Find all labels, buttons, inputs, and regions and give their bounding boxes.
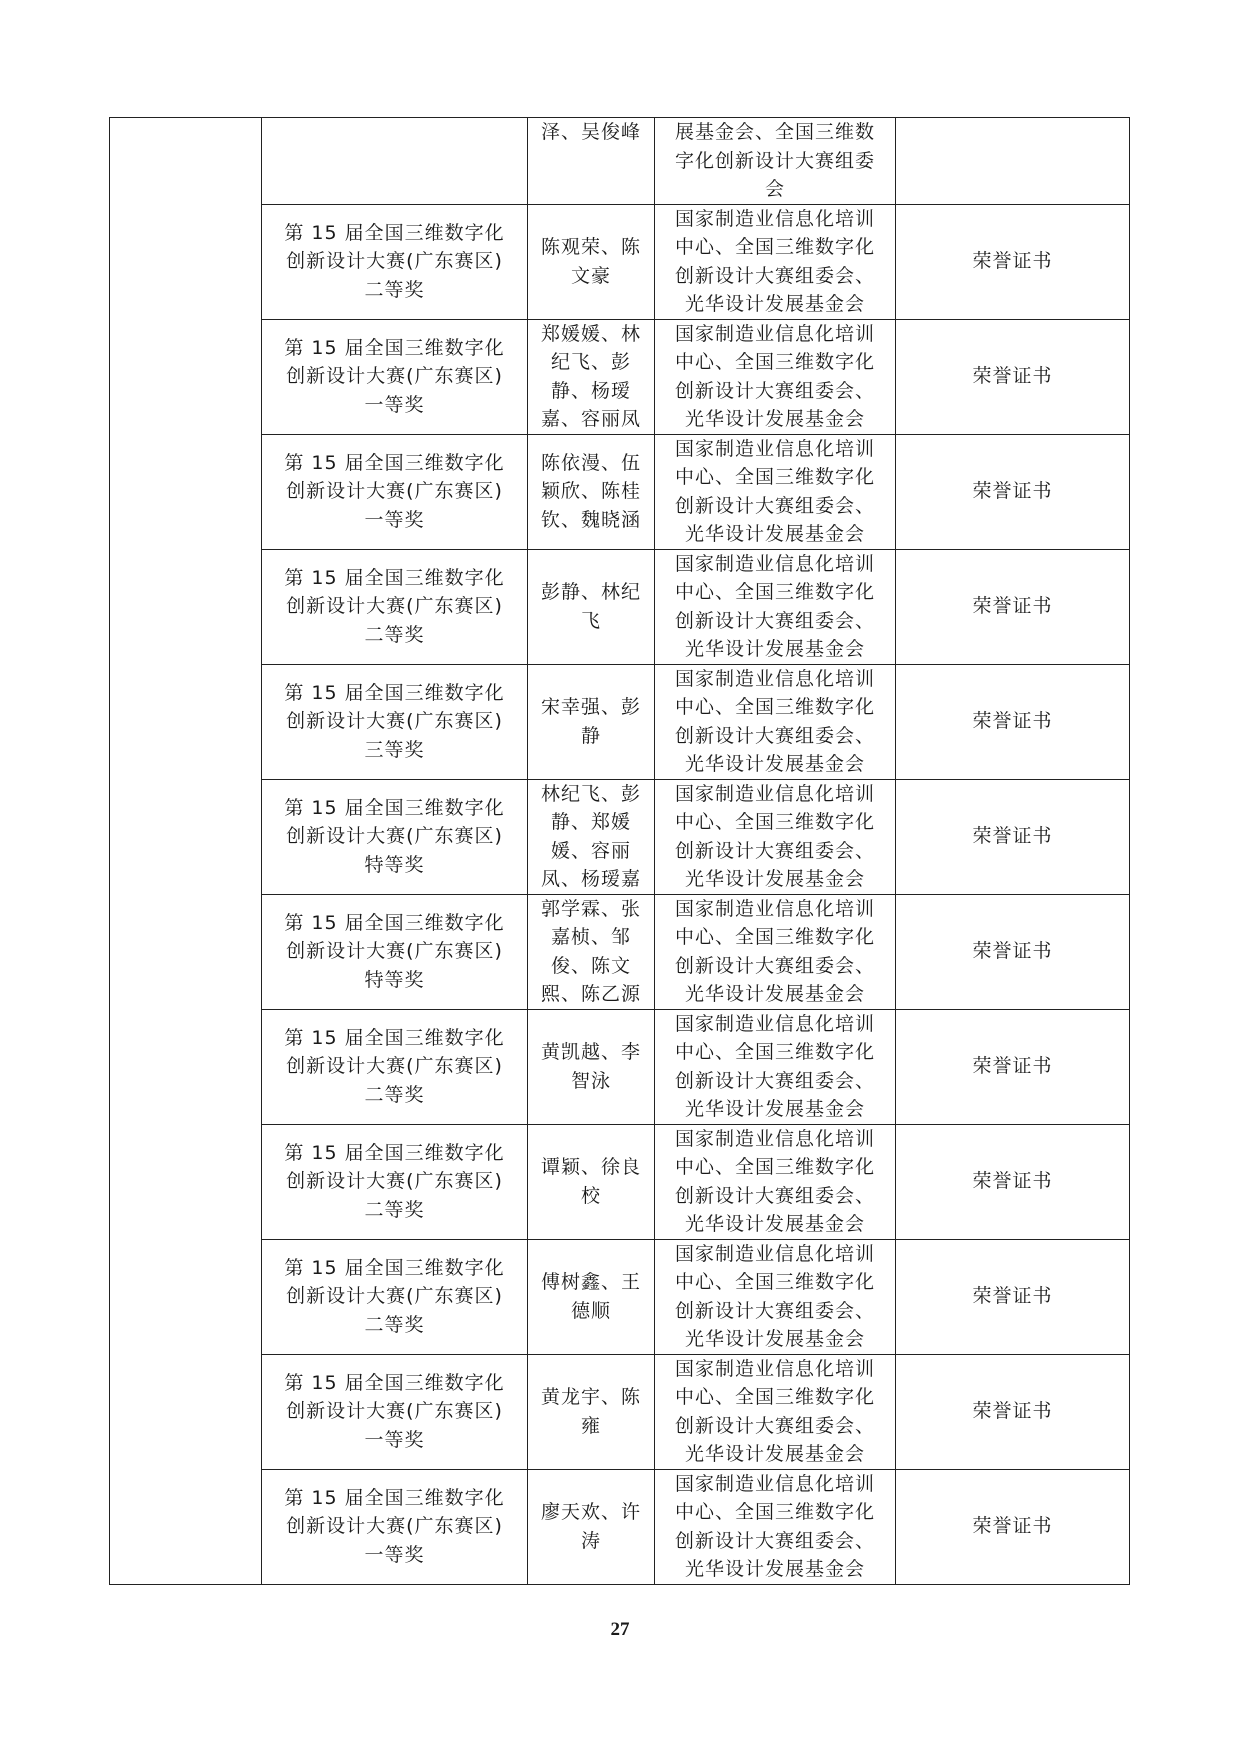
certificate-type-cell: 荣誉证书 — [896, 1354, 1130, 1469]
organizer-cell-line: 国家制造业信息化培训 — [674, 322, 875, 345]
certificate-type-cell: 荣誉证书 — [896, 319, 1130, 434]
organizer-cell-line: 国家制造业信息化培训 — [674, 1472, 875, 1495]
organizer-cell-line: 创新设计大赛组委会、 — [674, 1414, 875, 1437]
winners-cell-line: 静 — [580, 724, 601, 747]
organizer-cell-line: 国家制造业信息化培训 — [674, 207, 875, 230]
category-cell — [110, 118, 262, 1585]
organizer-cell — [655, 204, 896, 319]
organizer-cell-line: 光华设计发展基金会 — [684, 293, 865, 315]
certificate-type-cell: 荣誉证书 — [896, 894, 1130, 1009]
table-row — [110, 549, 1130, 664]
winners-cell-line: 熙、陈乙源 — [540, 983, 641, 1005]
table-row — [110, 779, 1130, 894]
award-name-cell-line: 第 15 届全国三维数字化 — [284, 1026, 505, 1049]
organizer-cell-line: 光华设计发展基金会 — [684, 1558, 865, 1580]
winners-cell — [528, 1469, 655, 1584]
organizer-cell-line: 中心、全国三维数字化 — [674, 351, 875, 373]
organizer-cell-line: 字化创新设计大赛组委 — [674, 149, 875, 172]
award-name-cell-line: 二等奖 — [364, 1313, 425, 1336]
award-name-cell-line: 一等奖 — [364, 1428, 425, 1451]
winners-cell-line: 黄龙宇、陈 — [540, 1386, 641, 1408]
organizer-cell-line: 中心、全国三维数字化 — [674, 811, 875, 833]
award-name-cell — [262, 1469, 528, 1584]
winners-cell-line: 嘉桢、邹 — [550, 926, 631, 948]
award-name-cell-line: 第 15 届全国三维数字化 — [284, 911, 505, 934]
organizer-cell-line: 中心、全国三维数字化 — [674, 926, 875, 948]
organizer-cell-line: 创新设计大赛组委会、 — [674, 954, 875, 977]
award-name-cell-line: 创新设计大赛(广东赛区) — [286, 1055, 503, 1078]
organizer-cell-line: 中心、全国三维数字化 — [674, 1386, 875, 1408]
winners-cell-line: 智泳 — [570, 1069, 611, 1092]
certificate-type-cell: 荣誉证书 — [896, 779, 1130, 894]
organizer-cell-line: 中心、全国三维数字化 — [674, 1501, 875, 1523]
award-name-cell-line: 创新设计大赛(广东赛区) — [286, 1515, 503, 1538]
award-name-cell-line: 创新设计大赛(广东赛区) — [286, 595, 503, 618]
organizer-cell-line: 光华设计发展基金会 — [684, 523, 865, 545]
winners-cell — [528, 1009, 655, 1124]
winners-cell-line: 校 — [580, 1184, 601, 1207]
organizer-cell-line: 光华设计发展基金会 — [684, 1098, 865, 1120]
award-name-cell-line: 一等奖 — [364, 393, 425, 416]
organizer-cell-line: 光华设计发展基金会 — [684, 1443, 865, 1465]
organizer-cell-line: 国家制造业信息化培训 — [674, 667, 875, 690]
organizer-cell-line: 中心、全国三维数字化 — [674, 466, 875, 488]
award-name-cell-line: 第 15 届全国三维数字化 — [284, 451, 505, 474]
organizer-cell-line: 创新设计大赛组委会、 — [674, 379, 875, 402]
organizer-cell-line: 光华设计发展基金会 — [684, 753, 865, 775]
organizer-cell-line: 中心、全国三维数字化 — [674, 1041, 875, 1063]
winners-cell-line: 廖天欢、许 — [540, 1501, 641, 1523]
award-name-cell-line: 二等奖 — [364, 1083, 425, 1106]
winners-cell-line: 涛 — [580, 1529, 601, 1552]
organizer-cell-line: 光华设计发展基金会 — [684, 1213, 865, 1235]
certificate-type-cell: 荣誉证书 — [896, 434, 1130, 549]
certificate-type-cell: 荣誉证书 — [896, 204, 1130, 319]
winners-cell-line: 郭学霖、张 — [540, 897, 641, 920]
organizer-cell-line: 国家制造业信息化培训 — [674, 782, 875, 805]
winners-cell-line: 飞 — [580, 609, 601, 632]
winners-cell — [528, 204, 655, 319]
winners-cell-line: 陈依漫、伍 — [540, 451, 641, 474]
organizer-cell — [655, 118, 896, 205]
organizer-cell — [655, 1009, 896, 1124]
certificate-type-cell: 荣誉证书 — [896, 664, 1130, 779]
award-name-cell — [262, 319, 528, 434]
certificate-type-cell: 荣誉证书 — [896, 1124, 1130, 1239]
organizer-cell-line: 展基金会、全国三维数 — [674, 121, 875, 143]
winners-cell — [528, 1239, 655, 1354]
winners-cell-line: 俊、陈文 — [550, 954, 631, 977]
organizer-cell-line: 会 — [764, 178, 785, 200]
organizer-cell — [655, 894, 896, 1009]
winners-cell-line: 凤、杨瑷嘉 — [540, 868, 641, 890]
award-name-cell-line: 第 15 届全国三维数字化 — [284, 1486, 505, 1509]
award-name-cell — [262, 1009, 528, 1124]
award-name-cell-line: 第 15 届全国三维数字化 — [284, 221, 505, 244]
table-row — [110, 1239, 1130, 1354]
award-name-cell — [262, 434, 528, 549]
award-name-cell-line: 第 15 届全国三维数字化 — [284, 1371, 505, 1394]
award-table — [109, 117, 1130, 1585]
award-name-cell — [262, 664, 528, 779]
winners-cell — [528, 549, 655, 664]
award-name-cell — [262, 204, 528, 319]
table-row — [110, 1354, 1130, 1469]
award-name-cell — [262, 894, 528, 1009]
organizer-cell-line: 创新设计大赛组委会、 — [674, 1184, 875, 1207]
winners-cell-line: 黄凯越、李 — [540, 1041, 641, 1063]
award-name-cell-line: 二等奖 — [364, 623, 425, 646]
award-name-cell-line: 一等奖 — [364, 508, 425, 531]
organizer-cell — [655, 434, 896, 549]
winners-cell-line: 泽、吴俊峰 — [540, 121, 641, 143]
organizer-cell-line: 创新设计大赛组委会、 — [674, 494, 875, 517]
award-name-cell — [262, 1239, 528, 1354]
certificate-type-cell: 荣誉证书 — [896, 549, 1130, 664]
organizer-cell-line: 中心、全国三维数字化 — [674, 581, 875, 603]
certificate-type-cell: 荣誉证书 — [896, 1239, 1130, 1354]
award-name-cell — [262, 549, 528, 664]
organizer-cell-line: 中心、全国三维数字化 — [674, 236, 875, 258]
winners-cell — [528, 894, 655, 1009]
award-name-cell-line: 第 15 届全国三维数字化 — [284, 681, 505, 704]
award-name-cell-line: 创新设计大赛(广东赛区) — [286, 1285, 503, 1308]
organizer-cell-line: 创新设计大赛组委会、 — [674, 264, 875, 287]
table-row — [110, 1124, 1130, 1239]
organizer-cell — [655, 1354, 896, 1469]
certificate-type-cell — [896, 118, 1130, 205]
organizer-cell-line: 中心、全国三维数字化 — [674, 1156, 875, 1178]
organizer-cell-line: 光华设计发展基金会 — [684, 983, 865, 1005]
organizer-cell — [655, 664, 896, 779]
award-name-cell-line: 创新设计大赛(广东赛区) — [286, 825, 503, 848]
award-name-cell-line: 二等奖 — [364, 1198, 425, 1221]
table-row — [110, 319, 1130, 434]
winners-cell-line: 静、郑媛 — [550, 811, 631, 833]
winners-cell — [528, 779, 655, 894]
award-name-cell-line: 创新设计大赛(广东赛区) — [286, 365, 503, 388]
winners-cell-line: 郑媛媛、林 — [540, 322, 641, 345]
table-row — [110, 1009, 1130, 1124]
organizer-cell-line: 中心、全国三维数字化 — [674, 696, 875, 718]
winners-cell — [528, 319, 655, 434]
organizer-cell — [655, 1469, 896, 1584]
winners-cell — [528, 1124, 655, 1239]
table-row — [110, 434, 1130, 549]
winners-cell-line: 媛、容丽 — [550, 839, 631, 862]
table-row — [110, 894, 1130, 1009]
award-name-cell-line: 创新设计大赛(广东赛区) — [286, 480, 503, 503]
winners-cell-line: 谭颖、徐良 — [540, 1156, 641, 1178]
winners-cell — [528, 1354, 655, 1469]
organizer-cell-line: 国家制造业信息化培训 — [674, 897, 875, 920]
organizer-cell-line: 光华设计发展基金会 — [684, 1328, 865, 1350]
winners-cell-line: 彭静、林纪 — [540, 581, 641, 603]
organizer-cell-line: 创新设计大赛组委会、 — [674, 609, 875, 632]
award-table-body — [110, 118, 1130, 1585]
organizer-cell-line: 创新设计大赛组委会、 — [674, 1069, 875, 1092]
organizer-cell-line: 创新设计大赛组委会、 — [674, 1529, 875, 1552]
organizer-cell-line: 国家制造业信息化培训 — [674, 1357, 875, 1380]
organizer-cell-line: 创新设计大赛组委会、 — [674, 724, 875, 747]
winners-cell-line: 陈观荣、陈 — [540, 236, 641, 258]
award-name-cell-line: 创新设计大赛(广东赛区) — [286, 710, 503, 733]
page-number: 27 — [610, 1619, 630, 1640]
winners-cell-line: 雍 — [580, 1414, 601, 1437]
winners-cell-line: 林纪飞、彭 — [540, 782, 641, 805]
award-name-cell-line: 特等奖 — [364, 853, 425, 876]
award-name-cell-line: 一等奖 — [364, 1543, 425, 1566]
organizer-cell-line: 光华设计发展基金会 — [684, 638, 865, 660]
winners-cell-line: 嘉、容丽凤 — [540, 408, 641, 430]
award-name-cell — [262, 1354, 528, 1469]
award-name-cell-line: 创新设计大赛(广东赛区) — [286, 1400, 503, 1423]
winners-cell-line: 颖欣、陈桂 — [540, 480, 641, 503]
winners-cell — [528, 664, 655, 779]
award-name-cell-line: 第 15 届全国三维数字化 — [284, 1256, 505, 1279]
award-name-cell-line: 第 15 届全国三维数字化 — [284, 566, 505, 589]
organizer-cell — [655, 549, 896, 664]
winners-cell-line: 德顺 — [570, 1299, 611, 1322]
table-row — [110, 664, 1130, 779]
winners-cell-line: 纪飞、彭 — [550, 351, 631, 373]
organizer-cell — [655, 319, 896, 434]
winners-cell-line: 宋幸强、彭 — [540, 696, 641, 718]
award-name-cell-line: 创新设计大赛(广东赛区) — [286, 1170, 503, 1193]
certificate-type-cell: 荣誉证书 — [896, 1469, 1130, 1584]
organizer-cell-line: 创新设计大赛组委会、 — [674, 1299, 875, 1322]
organizer-cell-line: 光华设计发展基金会 — [684, 408, 865, 430]
award-name-cell-line: 第 15 届全国三维数字化 — [284, 1141, 505, 1164]
organizer-cell-line: 光华设计发展基金会 — [684, 868, 865, 890]
award-name-cell — [262, 118, 528, 205]
award-name-cell — [262, 1124, 528, 1239]
organizer-cell — [655, 1239, 896, 1354]
winners-cell-line: 钦、魏晓涵 — [540, 508, 641, 531]
organizer-cell-line: 国家制造业信息化培训 — [674, 1127, 875, 1150]
winners-cell-line: 静、杨瑷 — [550, 379, 631, 402]
organizer-cell-line: 国家制造业信息化培训 — [674, 437, 875, 460]
organizer-cell — [655, 1124, 896, 1239]
winners-cell-line: 傅树鑫、王 — [540, 1271, 641, 1293]
winners-cell-line: 文豪 — [570, 264, 611, 287]
table-row — [110, 118, 1130, 205]
organizer-cell-line: 中心、全国三维数字化 — [674, 1271, 875, 1293]
table-row — [110, 1469, 1130, 1584]
award-name-cell-line: 第 15 届全国三维数字化 — [284, 336, 505, 359]
winners-cell — [528, 118, 655, 205]
organizer-cell-line: 创新设计大赛组委会、 — [674, 839, 875, 862]
award-name-cell-line: 三等奖 — [364, 738, 425, 761]
organizer-cell-line: 国家制造业信息化培训 — [674, 1242, 875, 1265]
winners-cell — [528, 434, 655, 549]
certificate-type-cell: 荣誉证书 — [896, 1009, 1130, 1124]
award-name-cell-line: 特等奖 — [364, 968, 425, 991]
organizer-cell-line: 国家制造业信息化培训 — [674, 552, 875, 575]
table-row — [110, 204, 1130, 319]
award-name-cell-line: 创新设计大赛(广东赛区) — [286, 940, 503, 963]
award-name-cell-line: 创新设计大赛(广东赛区) — [286, 250, 503, 273]
award-name-cell-line: 第 15 届全国三维数字化 — [284, 796, 505, 819]
award-name-cell — [262, 779, 528, 894]
award-name-cell-line: 二等奖 — [364, 278, 425, 301]
organizer-cell — [655, 779, 896, 894]
organizer-cell-line: 国家制造业信息化培训 — [674, 1012, 875, 1035]
